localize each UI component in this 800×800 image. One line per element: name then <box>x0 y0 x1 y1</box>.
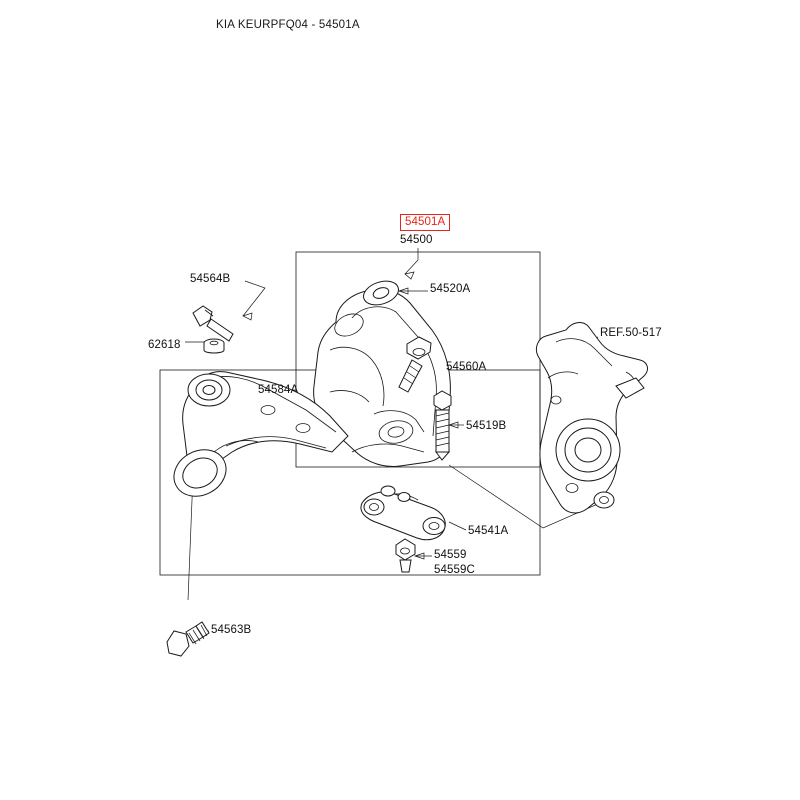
bolt-54519b <box>434 391 451 460</box>
label-54563b[interactable]: 54563B <box>211 624 252 636</box>
bushing-54584a-inner <box>203 386 215 395</box>
plug-62618 <box>204 339 224 353</box>
label-54500[interactable]: 54500 <box>400 234 433 246</box>
label-54520a[interactable]: 54520A <box>430 283 471 295</box>
leader-54541a <box>449 522 466 530</box>
link-54541a <box>361 486 445 540</box>
leader-54564b <box>243 281 265 316</box>
label-54559[interactable]: 54559 <box>434 549 467 561</box>
bolt-54564b <box>193 306 233 341</box>
bolt-54559 <box>396 539 415 572</box>
label-54560a[interactable]: 54560A <box>446 361 487 373</box>
knuckle-lower-boss <box>594 492 614 508</box>
label-54541a[interactable]: 54541A <box>468 525 509 537</box>
label-54559c[interactable]: 54559C <box>434 564 475 576</box>
steering-knuckle <box>536 323 647 513</box>
label-ref-50-517[interactable]: REF.50-517 <box>600 327 662 339</box>
knuckle-hub-inner <box>575 438 601 462</box>
label-54584a[interactable]: 54584A <box>258 384 299 396</box>
label-62618[interactable]: 62618 <box>148 339 181 351</box>
label-54501a[interactable]: 54501A <box>400 214 450 231</box>
link-54541a-eye-1 <box>364 499 384 515</box>
link-54541a-stud-top2 <box>398 493 410 502</box>
link-54541a-eye-2 <box>423 518 445 535</box>
page-title: KIA KEURPFQ04 - 54501A <box>216 19 360 31</box>
label-54564b[interactable]: 54564B <box>190 273 231 285</box>
link-54541a-stud-top <box>381 486 395 496</box>
label-54519b[interactable]: 54519B <box>466 420 507 432</box>
bolt-54563b <box>167 622 209 656</box>
